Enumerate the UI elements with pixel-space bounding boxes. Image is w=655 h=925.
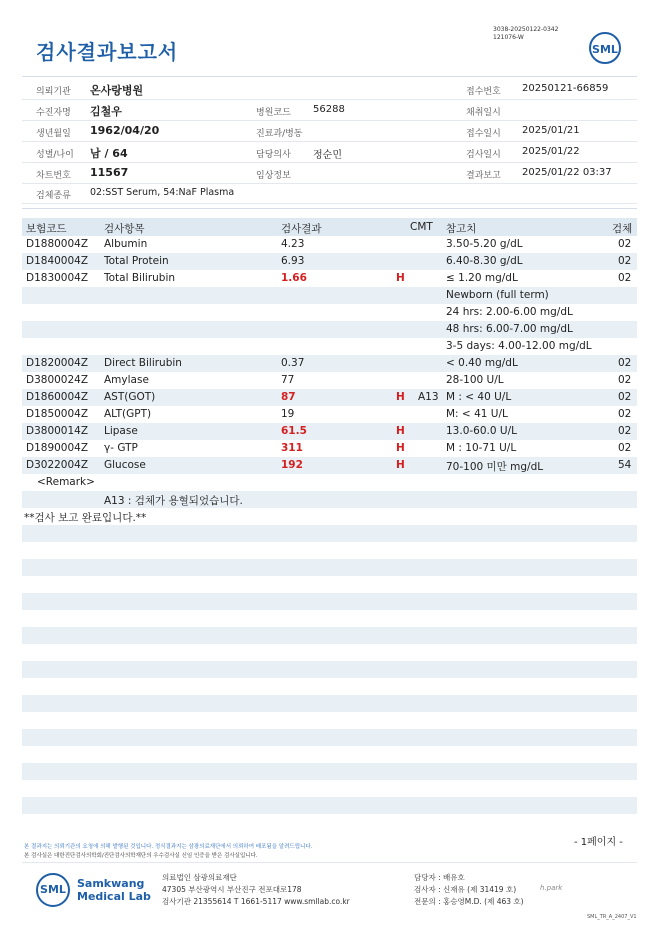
- test-date-value: 2025/01/22: [522, 146, 580, 157]
- cell-ref: 6.40-8.30 g/dL: [446, 255, 523, 267]
- cell-code: D3800014Z: [26, 425, 89, 437]
- info-row-5: 차트번호 11567 임상정보 결과보고 2025/01/22 03:37: [22, 163, 637, 184]
- table-row: [22, 236, 637, 253]
- cell-result: 6.93: [281, 255, 305, 267]
- header-divider: [22, 76, 637, 77]
- empty-row: [22, 559, 637, 576]
- cell-specimen: 02: [618, 425, 632, 437]
- remark-label: <Remark>: [37, 476, 95, 488]
- cell-code: D1890004Z: [26, 442, 89, 454]
- birth-value: 1962/04/20: [90, 124, 160, 137]
- report-date-value: 2025/01/22 03:37: [522, 167, 612, 178]
- cell-specimen: 54: [618, 459, 632, 471]
- empty-row: [22, 763, 637, 780]
- footer-org-info: 의료법인 삼광의료재단 47305 부산광역시 부산진구 전포대로178 검사기관 21355614 T 1661-5117 www.smllab.co.kr: [162, 873, 350, 906]
- cell-item: Total Bilirubin: [104, 272, 176, 284]
- empty-row: [22, 661, 637, 678]
- sml-footer-logo-icon: SML: [36, 873, 70, 907]
- footnote-2: 본 검사실은 대한진단검사의학회/진단검사의학재단의 우수검사실 신임 인증을 받은 검사실입니다.: [24, 853, 258, 859]
- table-row: [22, 440, 637, 457]
- remark-row: [22, 474, 637, 491]
- table-row: [22, 253, 637, 270]
- hospital-code-value: 56288: [313, 104, 345, 115]
- table-row: [22, 423, 637, 440]
- cell-ref: Newborn (full term): [446, 289, 549, 301]
- cell-cmt: A13: [418, 391, 439, 403]
- cell-result: 87: [281, 391, 296, 403]
- cell-ref: 48 hrs: 6.00-7.00 mg/dL: [446, 323, 573, 335]
- cell-flag: H: [396, 459, 405, 471]
- footer-brand: Samkwang Medical Lab: [77, 877, 151, 903]
- empty-row: [22, 695, 637, 712]
- empty-row: [22, 593, 637, 610]
- cell-code: D1830004Z: [26, 272, 89, 284]
- cell-code: D1860004Z: [26, 391, 89, 403]
- cell-ref: M : 10-71 U/L: [446, 442, 517, 454]
- cell-flag: H: [396, 391, 405, 403]
- cell-result: 61.5: [281, 425, 307, 437]
- cell-specimen: 02: [618, 272, 632, 284]
- footer-staff-info: 담당자 : 배유호 검사자 : 신재유 (제 31419 호) 전문의 : 홍승영M.D. (제 463 호): [414, 873, 524, 906]
- table-row: [22, 355, 637, 372]
- cell-item: ALT(GPT): [104, 408, 152, 420]
- cell-ref: 28-100 U/L: [446, 374, 504, 386]
- cell-specimen: 02: [618, 408, 632, 420]
- cell-result: 311: [281, 442, 303, 454]
- page-title: 검사결과보고서: [36, 40, 179, 64]
- cell-item: Glucose: [104, 459, 146, 471]
- cell-item: AST(GOT): [104, 391, 156, 403]
- info-row-1: 의뢰기관 온사랑병원 접수번호 20250121-66859: [22, 79, 637, 100]
- remark-text: A13 : 검체가 용혈되었습니다.: [104, 495, 243, 507]
- page-number: - 1페이지 -: [574, 837, 623, 848]
- cell-ref: 3-5 days: 4.00-12.00 mg/dL: [446, 340, 592, 352]
- table-row: [22, 372, 637, 389]
- cell-result: 0.37: [281, 357, 305, 369]
- empty-row: [22, 729, 637, 746]
- cell-code: D1820004Z: [26, 357, 89, 369]
- cell-code: D1880004Z: [26, 238, 89, 250]
- cell-ref: M : < 40 U/L: [446, 391, 512, 403]
- table-row: [22, 287, 637, 304]
- doctor-value: 정순민: [313, 150, 342, 161]
- document-code: 3038-20250122-0342 121076-W: [493, 26, 559, 41]
- cell-code: D1840004Z: [26, 255, 89, 267]
- patient-value: 김철우: [90, 105, 122, 118]
- cell-item: Amylase: [104, 374, 149, 386]
- cell-specimen: 02: [618, 391, 632, 403]
- cell-specimen: 02: [618, 238, 632, 250]
- table-row: [22, 321, 637, 338]
- cell-specimen: 02: [618, 255, 632, 267]
- footer-divider: [22, 862, 637, 863]
- empty-row: [22, 797, 637, 814]
- cell-item: Total Protein: [104, 255, 169, 267]
- remark-detail-row: [22, 491, 637, 508]
- signature: h.park: [540, 884, 563, 892]
- info-row-6: 검체종류 02:SST Serum, 54:NaF Plasma: [22, 183, 637, 204]
- cell-code: D3022004Z: [26, 459, 89, 471]
- form-code: SML_TR_A_2407_V1: [587, 914, 637, 920]
- empty-row: [22, 525, 637, 542]
- cell-specimen: 02: [618, 357, 632, 369]
- table-row: [22, 389, 637, 406]
- completion-row: [22, 508, 637, 525]
- cell-ref: 13.0-60.0 U/L: [446, 425, 517, 437]
- info-row-4: 성별/나이 남 / 64 담당의사 정순민 검사일시 2025/01/22: [22, 142, 637, 163]
- cell-specimen: 02: [618, 374, 632, 386]
- cell-ref: M: < 41 U/L: [446, 408, 508, 420]
- chart-no-value: 11567: [90, 166, 129, 179]
- cell-item: Albumin: [104, 238, 148, 250]
- info-row-2: 수진자명 김철우 병원코드 56288 채취일시: [22, 100, 637, 121]
- table-row: [22, 270, 637, 287]
- institution-value: 온사랑병원: [90, 84, 144, 97]
- cell-ref: ≤ 1.20 mg/dL: [446, 272, 518, 284]
- specimen-value: 02:SST Serum, 54:NaF Plasma: [90, 187, 235, 198]
- info-row-3: 생년월일 1962/04/20 진료과/병동 접수일시 2025/01/21: [22, 121, 637, 142]
- empty-row: [22, 627, 637, 644]
- cell-code: D1850004Z: [26, 408, 89, 420]
- cell-ref: 3.50-5.20 g/dL: [446, 238, 523, 250]
- cell-result: 1.66: [281, 272, 307, 284]
- results-table-header: 보험코드 검사항목 검사결과 CMT 참고치 검체: [22, 218, 637, 236]
- sex-age-value: 남 / 64: [90, 147, 128, 160]
- table-row: [22, 338, 637, 355]
- table-row: [22, 457, 637, 474]
- completion-text: **검사 보고 완료입니다.**: [24, 512, 147, 524]
- cell-ref: 70-100 미만 mg/dL: [446, 461, 544, 473]
- table-row: [22, 304, 637, 321]
- cell-flag: H: [396, 442, 405, 454]
- cell-result: 19: [281, 408, 295, 420]
- cell-result: 192: [281, 459, 303, 471]
- cell-item: Direct Bilirubin: [104, 357, 182, 369]
- receipt-date-value: 2025/01/21: [522, 125, 580, 136]
- cell-flag: H: [396, 425, 405, 437]
- cell-result: 4.23: [281, 238, 305, 250]
- sml-logo-icon: SML: [589, 32, 621, 64]
- info-divider: [22, 208, 637, 209]
- footnote-1: 본 결과지는 의뢰기관의 요청에 의해 발행된 것입니다. 정식결과지는 삼광의료재단에서 의뢰하여 배포됨을 알려드립니다.: [24, 844, 313, 850]
- cell-code: D3800024Z: [26, 374, 89, 386]
- cell-ref: < 0.40 mg/dL: [446, 357, 518, 369]
- receipt-no-value: 20250121-66859: [522, 83, 609, 94]
- cell-ref: 24 hrs: 2.00-6.00 mg/dL: [446, 306, 573, 318]
- cell-result: 77: [281, 374, 295, 386]
- cell-specimen: 02: [618, 442, 632, 454]
- table-row: [22, 406, 637, 423]
- cell-flag: H: [396, 272, 405, 284]
- cell-item: γ- GTP: [104, 442, 138, 454]
- cell-item: Lipase: [104, 425, 138, 437]
